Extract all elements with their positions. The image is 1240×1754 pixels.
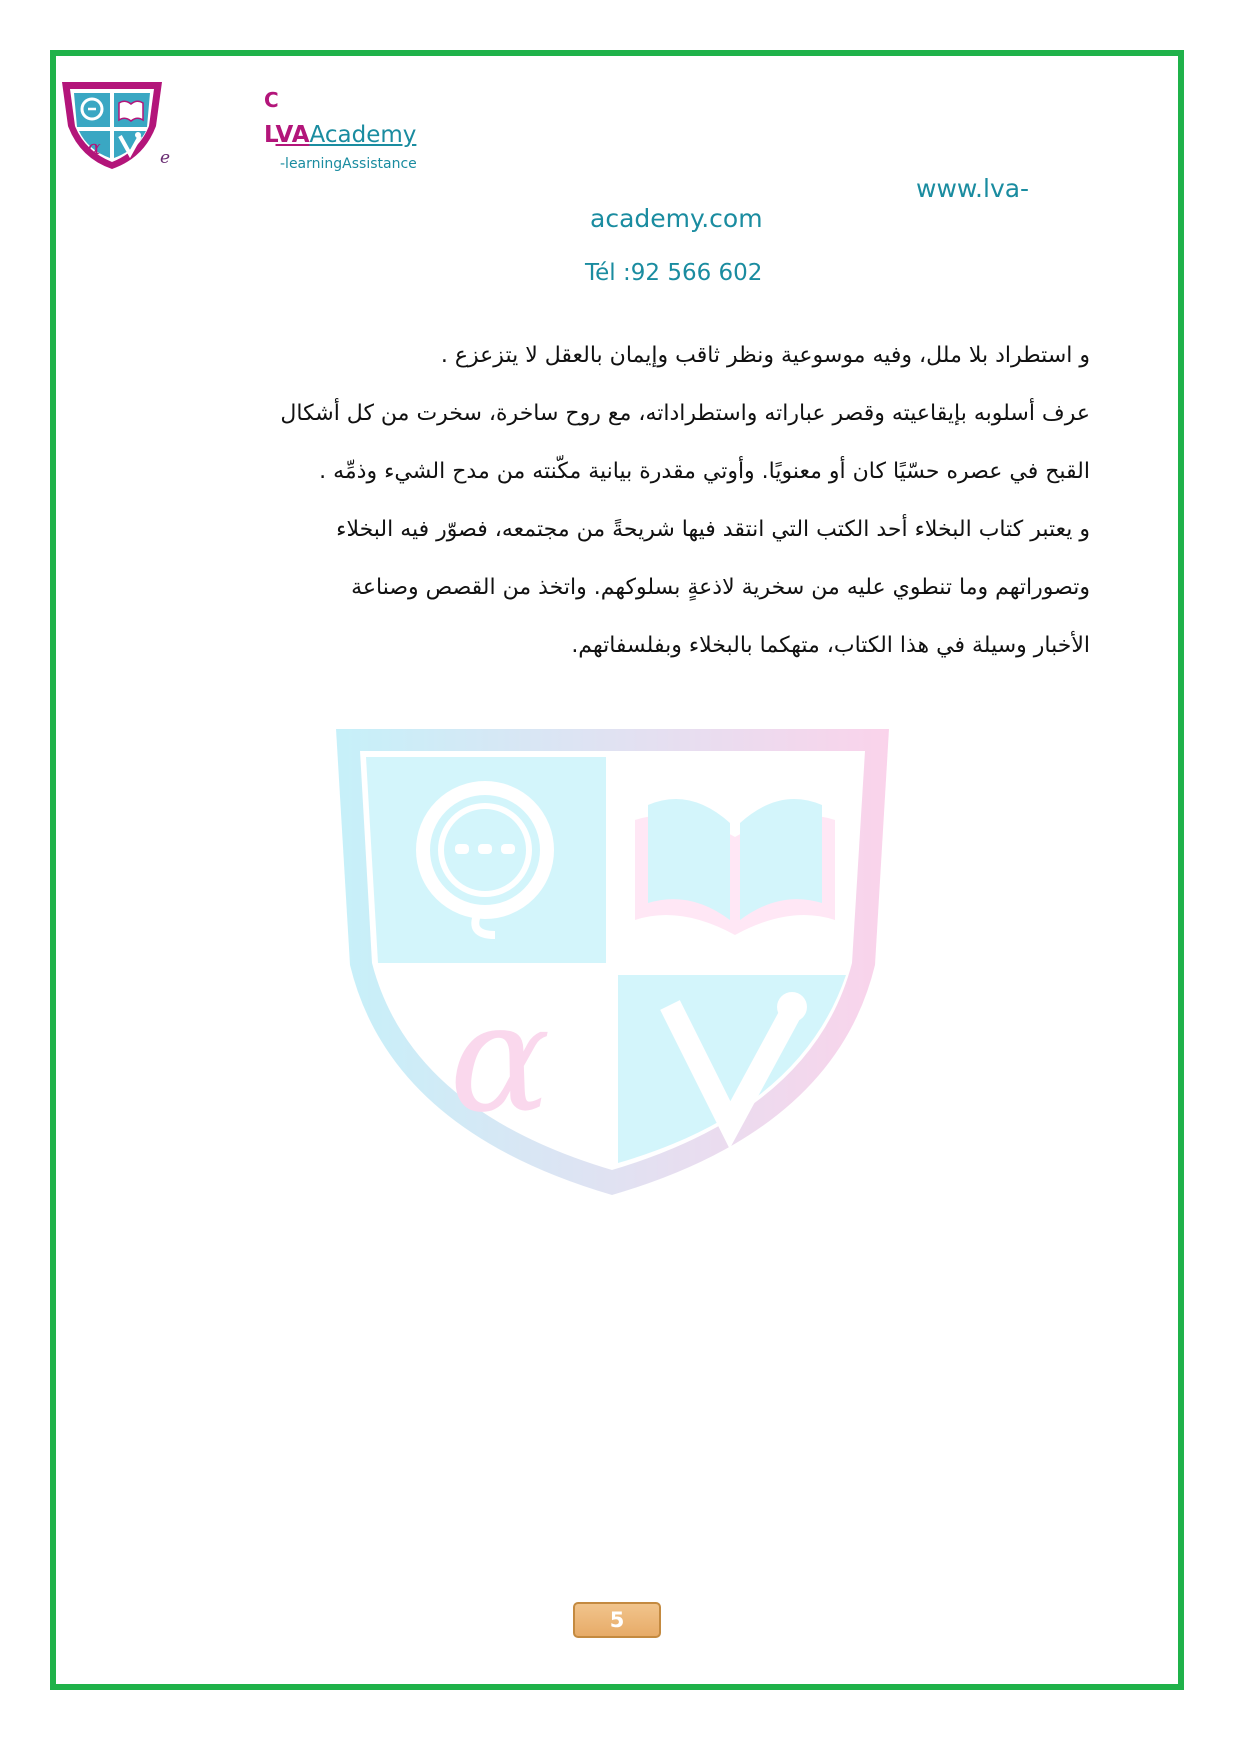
body-line: وتصوراتهم وما تنطوي عليه من سخرية لاذعةٍ بسلوكهم. واتخذ من القصص وصناعة <box>351 575 1090 600</box>
body-line: و استطراد بلا ملل، وفيه موسوعية ونظر ثاقب وإيمان بالعقل لا يتزعزع . <box>440 343 1090 368</box>
page-number: 5 <box>573 1602 661 1638</box>
brand-academy-link[interactable]: Academy <box>309 122 417 148</box>
alpha-mark: α <box>87 135 101 159</box>
brand-va: VA <box>275 122 310 148</box>
body-line: و يعتبر كتاب البخلاء أحد الكتب التي انتقد فيها شريحةً من مجتمعه، فصوّر فيه البخلاء <box>336 517 1090 542</box>
body-line: القبح في عصره حسّيًا كان أو معنويًا. وأوتي مقدرة بيانية مكّنته من مدح الشيء وذمِّه . <box>319 459 1090 484</box>
body-line: الأخبار وسيلة في هذا الكتاب، متهكما بالبخلاء وبفلسفاتهم. <box>571 633 1090 658</box>
watermark-logo <box>330 725 895 1200</box>
website-link-part1[interactable]: www.lva- <box>916 174 1030 203</box>
website-link-part2[interactable]: academy.com <box>590 204 763 233</box>
brand-name <box>264 122 416 148</box>
brand-letter: C <box>264 88 279 112</box>
watermark-alpha: α <box>449 972 551 1146</box>
logo-mark: e <box>160 148 171 168</box>
body-line: عرف أسلوبه بإيقاعيته وقصر عباراته واستطراداته، مع روح ساخرة، سخرت من كل أشكال <box>280 401 1090 426</box>
brand-tagline: -learningAssistance <box>280 156 417 172</box>
brand-l: L <box>264 122 276 148</box>
academy-logo <box>58 76 166 172</box>
article-body <box>140 336 1090 684</box>
phone-number: Tél :92 566 602 <box>585 260 763 286</box>
